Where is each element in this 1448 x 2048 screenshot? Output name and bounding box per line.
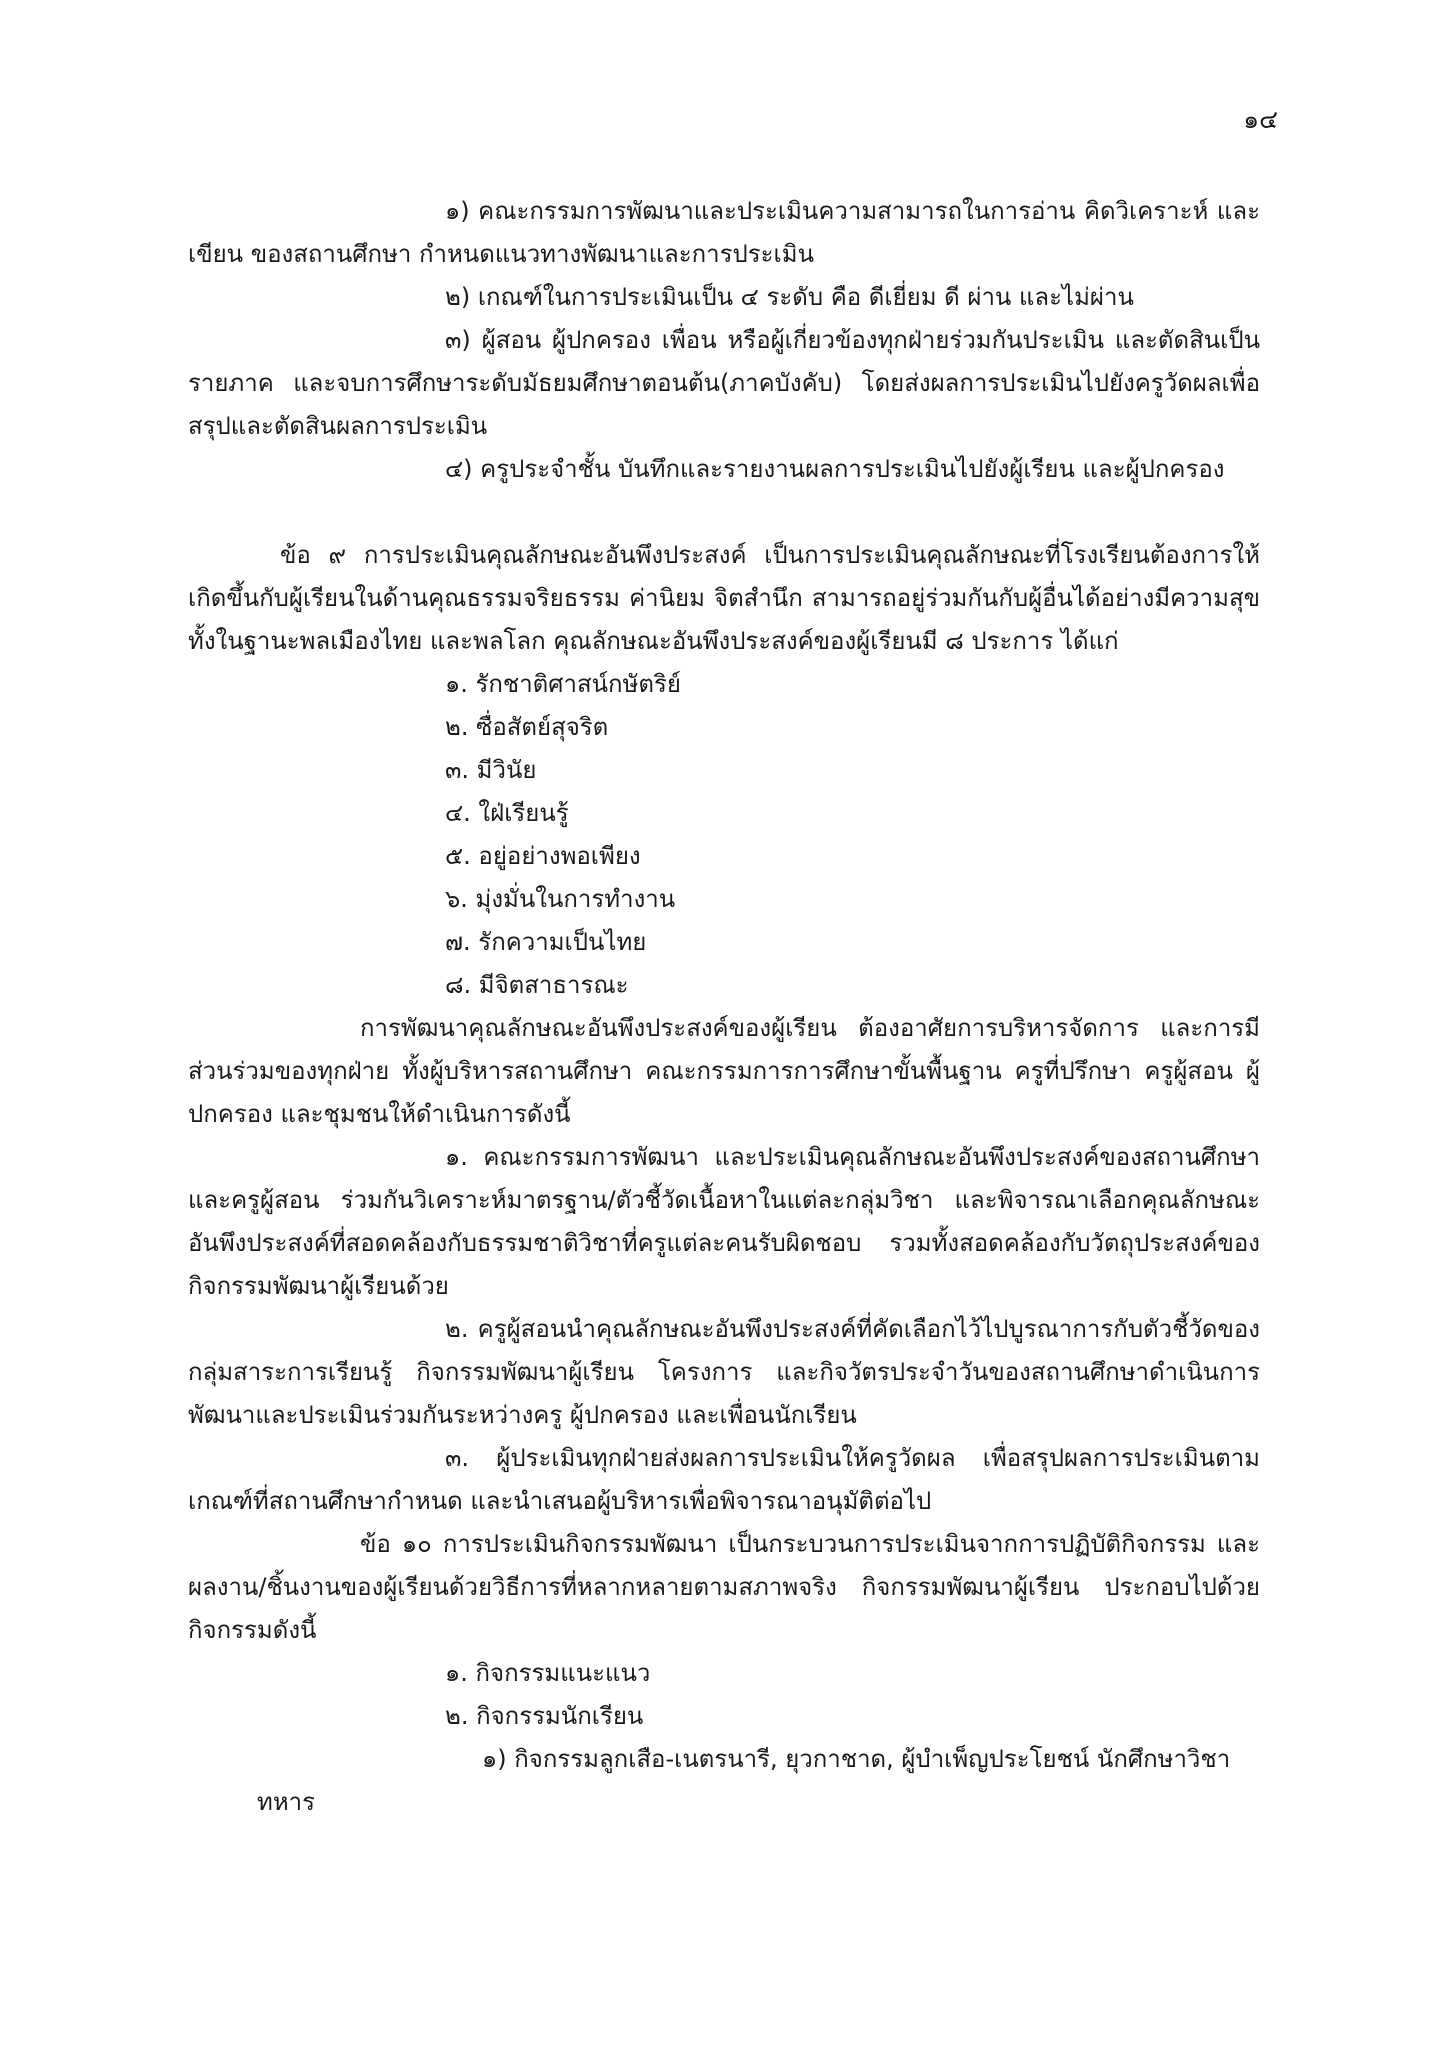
development-step-2: ๒. ครูผู้สอนนำคุณลักษณะอันพึงประสงค์ที่คัดเลือกไว้ไปบูรณาการกับตัวชี้วัดของกลุ่มสาระการเรียนรู้ กิจกรรมพัฒนาผู้เรียน โครงการ และกิจวัตรประจำวันของสถานศึกษาดำเนินการพัฒนาและประเมินร่วมกันระหว่างครู ผู้ปกครอง และเพื่อนนักเรียน — [188, 1315, 1260, 1429]
page-number: ๑๔ — [1243, 105, 1278, 134]
trait-item: ๗. รักความเป็นไทย — [445, 928, 647, 956]
assessment-step-3: ๓) ผู้สอน ผู้ปกครอง เพื่อน หรือผู้เกี่ยวข้องทุกฝ่ายร่วมกันประเมิน และตัดสินเป็นรายภาค และจบการศึกษาระดับมัธยมศึกษาตอนต้น(ภาคบังคับ) โดยส่งผลการประเมินไปยังครูวัดผลเพื่อสรุปและตัดสินผลการประเมิน — [188, 326, 1260, 440]
activity-subitem: ๑) กิจกรรมลูกเสือ-เนตรนารี, ยุวกาชาด, ผู้บำเพ็ญประโยชน์ นักศึกษาวิชา — [482, 1745, 1231, 1773]
clause-9: ข้อ ๙ การประเมินคุณลักษณะอันพึงประสงค์ เป็นการประเมินคุณลักษณะที่โรงเรียนต้องการให้เกิดขึ้นกับผู้เรียนในด้านคุณธรรมจริยธรรม ค่านิยม จิตสำนึก สามารถอยู่ร่วมกันกับผู้อื่นได้อย่างมีความสุข ทั้งในฐานะพลเมืองไทย และพลโลก คุณลักษณะอันพึงประสงค์ของผู้เรียนมี ๘ ประการ ได้แก่ — [188, 541, 1260, 655]
paragraph-gap — [188, 491, 1260, 534]
assessment-step-1: ๑) คณะกรรมการพัฒนาและประเมินความสามารถในการอ่าน คิดวิเคราะห์ และเขียน ของสถานศึกษา กำหนดแนวทางพัฒนาและการประเมิน — [188, 197, 1260, 268]
trait-item: ๒. ซื่อสัตย์สุจริต — [445, 713, 609, 741]
assessment-step-2: ๒) เกณฑ์ในการประเมินเป็น ๔ ระดับ คือ ดีเยี่ยม ดี ผ่าน และไม่ผ่าน — [445, 283, 1134, 311]
activity-subitem-continuation: ทหาร — [257, 1788, 316, 1816]
trait-item: ๖. มุ่งมั่นในการทำงาน — [445, 885, 676, 913]
document-body — [188, 190, 1260, 1824]
development-intro: การพัฒนาคุณลักษณะอันพึงประสงค์ของผู้เรียน ต้องอาศัยการบริหารจัดการ และการมีส่วนร่วมของทุกฝ่าย ทั้งผู้บริหารสถานศึกษา คณะกรรมการการศึกษาขั้นพื้นฐาน ครูที่ปรึกษา ครูผู้สอน ผู้ปกครอง และชุมชนให้ดำเนินการดังนี้ — [188, 1014, 1260, 1128]
trait-item: ๑. รักชาติศาสน์กษัตริย์ — [445, 670, 681, 698]
trait-item: ๓. มีวินัย — [445, 756, 537, 784]
development-step-1: ๑. คณะกรรมการพัฒนา และประเมินคุณลักษณะอันพึงประสงค์ของสถานศึกษา และครูผู้สอน ร่วมกันวิเคราะห์มาตรฐาน/ตัวชี้วัดเนื้อหาในแต่ละกลุ่มวิชา และพิจารณาเลือกคุณลักษณะอันพึงประสงค์ที่สอดคล้องกับธรรมชาติวิชาที่ครูแต่ละคนรับผิดชอบ รวมทั้งสอดคล้องกับวัตถุประสงค์ของกิจกรรมพัฒนาผู้เรียนด้วย — [188, 1143, 1260, 1300]
clause-10: ข้อ ๑๐ การประเมินกิจกรรมพัฒนา เป็นกระบวนการประเมินจากการปฏิบัติกิจกรรม และผลงาน/ชิ้นงานของผู้เรียนด้วยวิธีการที่หลากหลายตามสภาพจริง กิจกรรมพัฒนาผู้เรียน ประกอบไปด้วยกิจกรรมดังนี้ — [188, 1530, 1260, 1644]
trait-item: ๔. ใฝ่เรียนรู้ — [445, 799, 569, 827]
trait-item: ๕. อยู่อย่างพอเพียง — [445, 842, 641, 870]
activity-item: ๒. กิจกรรมนักเรียน — [445, 1702, 644, 1730]
trait-item: ๘. มีจิตสาธารณะ — [445, 971, 629, 999]
assessment-step-4: ๔) ครูประจำชั้น บันทึกและรายงานผลการประเมินไปยังผู้เรียน และผู้ปกครอง — [445, 455, 1225, 483]
development-step-3: ๓. ผู้ประเมินทุกฝ่ายส่งผลการประเมินให้ครูวัดผล เพื่อสรุปผลการประเมินตามเกณฑ์ที่สถานศึกษากำหนด และนำเสนอผู้บริหารเพื่อพิจารณาอนุมัติต่อไป — [188, 1444, 1260, 1515]
activity-item: ๑. กิจกรรมแนะแนว — [445, 1659, 651, 1687]
